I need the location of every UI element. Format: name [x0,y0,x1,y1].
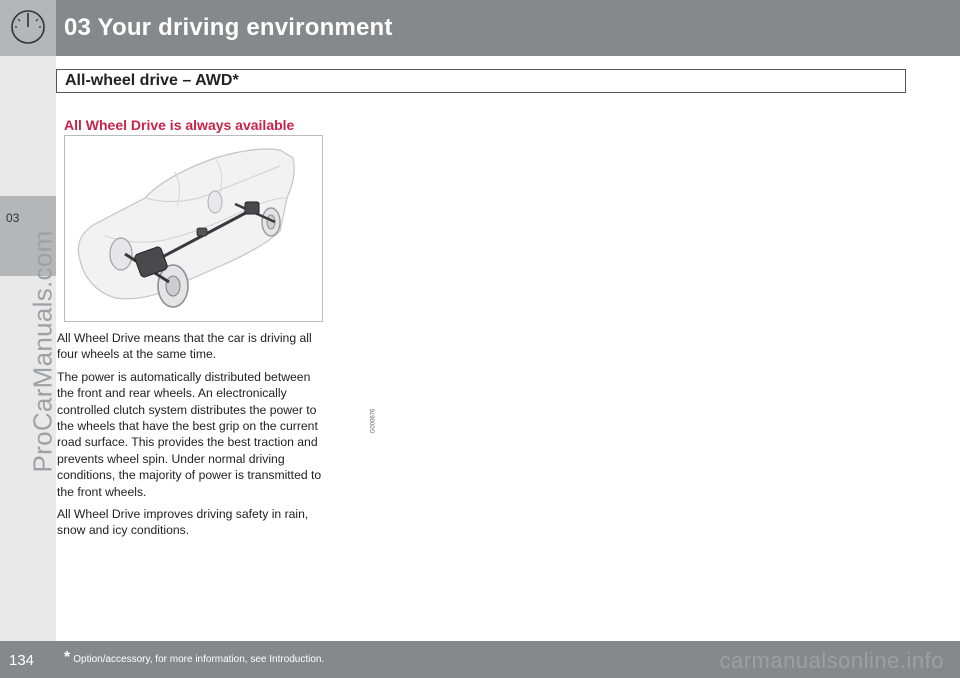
subheading: All Wheel Drive is always available [64,117,295,133]
section-title-box [56,69,906,93]
footnote-star: * [64,649,71,666]
chapter-icon-tab [0,0,56,56]
figure-code: G000676 [370,408,377,434]
chapter-header [0,0,960,56]
section-title: All-wheel drive – AWD* [65,72,239,89]
paragraph: The power is automatically distributed between the front and rear wheels. An electronically controlled clutch system distributes the power to the wheels that have the best grip on the current road surface. This provides the best traction and prevents wheel spin. Under normal driving conditions, the majority of power is transmitted to the front wheels. [57,369,322,499]
page-number: 134 [9,652,35,669]
footnote [64,649,324,667]
footnote-text: Option/accessory, for more information, see Introduction. [73,654,325,665]
chapter-title: 03 Your driving environment [64,14,393,41]
page-footer [0,641,960,678]
body-text [57,330,327,545]
bottom-watermark: carmanualsonline.info [719,648,944,673]
paragraph: All Wheel Drive improves driving safety in rain, snow and icy conditions. [57,507,309,538]
car-drivetrain-illustration [65,136,322,321]
chapter-number: 03 [6,211,20,225]
side-watermark: ProCarManuals.com [27,230,58,473]
paragraph: All Wheel Drive means that the car is driving all four wheels at the same time. [57,331,312,362]
speedometer-icon [9,8,47,46]
